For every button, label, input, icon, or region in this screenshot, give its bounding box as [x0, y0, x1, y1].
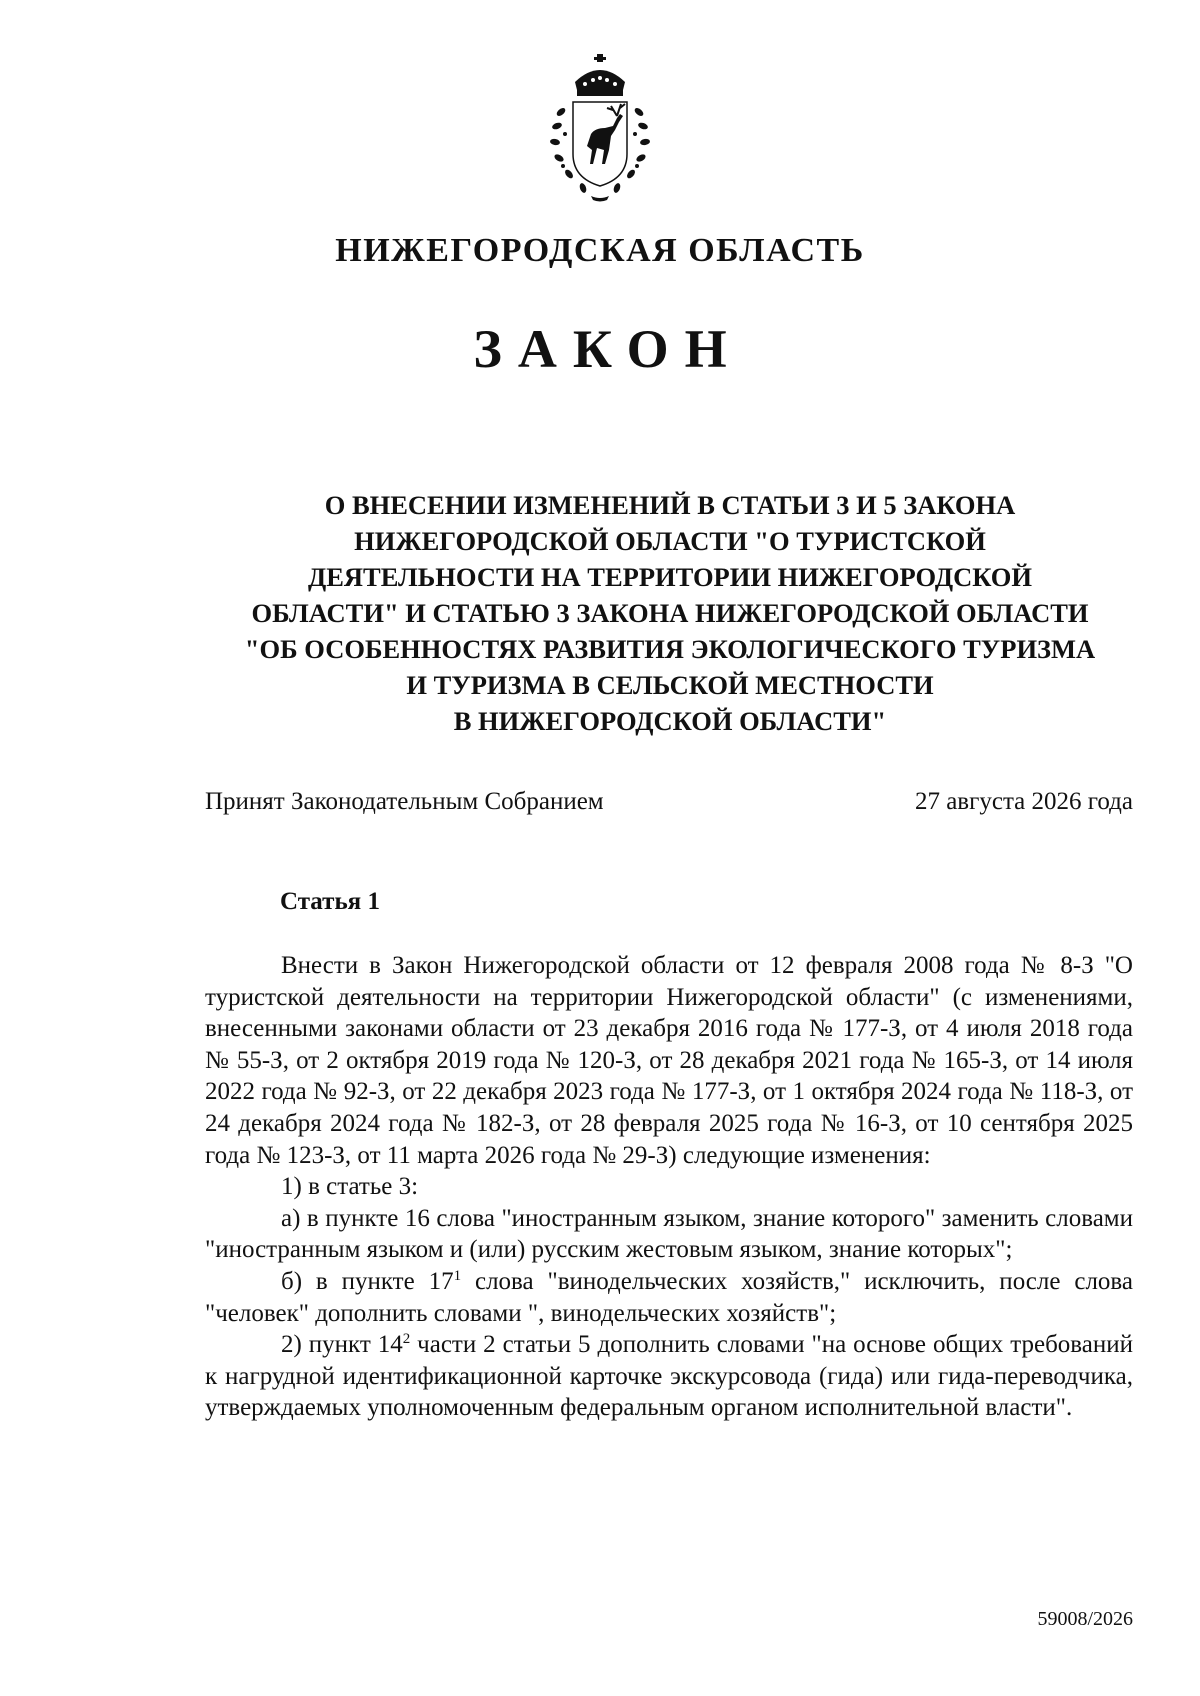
law-title [200, 487, 1140, 739]
item-1b-text-end: слова "винодельческих хозяйств," исключить, после слова "человек" дополнить словами ", винодельческих хозяйств"; [205, 1267, 1133, 1327]
law-title-line: ДЕЯТЕЛЬНОСТИ НА ТЕРРИТОРИИ НИЖЕГОРОДСКОЙ [308, 562, 1032, 592]
law-title-line: "ОБ ОСОБЕННОСТЯХ РАЗВИТИЯ ЭКОЛОГИЧЕСКОГО ТУРИЗМА [244, 634, 1096, 664]
law-title-line: НИЖЕГОРОДСКОЙ ОБЛАСТИ "О ТУРИСТСКОЙ [354, 526, 986, 556]
law-title-line: И ТУРИЗМА В СЕЛЬСКОЙ МЕСТНОСТИ [406, 670, 934, 700]
adoption-date: 27 августа 2026 года [914, 788, 1133, 815]
article-intro-paragraph: Внести в Закон Нижегородской области от 12 февраля 2008 года № 8-З "О туристской деятельности на территории Нижегородской области" (с изменениями, внесенными законами области от 23 декабря 2016 года № 177-З, от 4 июля 2018 года № 55-З, от 2 октября 2019 года № 120-З, от 28 декабря 2021 года № 165-З, от 14 июля 2022 года № 92-З, от 22 декабря 2023 года № 177-З, от 1 октября 2024 года № 118-З, от 24 декабря 2024 года № 182-З, от 28 февраля 2025 года № 16-З, от 10 сентября 2025 года № 123-З, от 11 марта 2026 года № 29-З) следующие изменения: [205, 952, 1133, 1169]
coat-of-arms-icon [535, 54, 665, 204]
item-2-text-start: 2) пункт 14 [281, 1331, 403, 1359]
item-1b-text-start: б) в пункте 17 [281, 1267, 454, 1295]
article-heading: Статья 1 [280, 888, 380, 915]
adoption-label: Принят Законодательным Собранием [205, 788, 604, 815]
article-item-1b [205, 1266, 1133, 1329]
adoption-line [205, 788, 1133, 816]
law-title-line: В НИЖЕГОРОДСКОЙ ОБЛАСТИ" [453, 706, 887, 736]
region-name: НИЖЕГОРОДСКАЯ ОБЛАСТЬ [335, 232, 865, 269]
law-title-line: О ВНЕСЕНИИ ИЗМЕНЕНИЙ В СТАТЬИ 3 И 5 ЗАКОНА [324, 490, 1016, 520]
item-2-text-end: части 2 статьи 5 дополнить словами "на основе общих требований к нагрудной идентификационной карточке экскурсовода (гида) или гида-переводчика, утверждаемых уполномоченным федеральным органом исполнительной власти". [205, 1331, 1134, 1422]
document-number: 59008/2026 [1037, 1608, 1133, 1630]
law-title-line: ОБЛАСТИ" И СТАТЬЮ 3 ЗАКОНА НИЖЕГОРОДСКОЙ ОБЛАСТИ [251, 598, 1089, 628]
article-item-1: 1) в статье 3: [281, 1173, 419, 1201]
article-item-2 [205, 1329, 1133, 1424]
document-type: ЗАКОН [473, 319, 743, 379]
item-2-superscript: 2 [402, 1331, 411, 1348]
article-item-1a: а) в пункте 16 слова "иностранным языком, знание которого" заменить словами "иностранным языком и (или) русским жестовым языком, знание которых"; [205, 1204, 1133, 1264]
article-body [205, 950, 1133, 1424]
item-1b-superscript: 1 [453, 1267, 462, 1284]
